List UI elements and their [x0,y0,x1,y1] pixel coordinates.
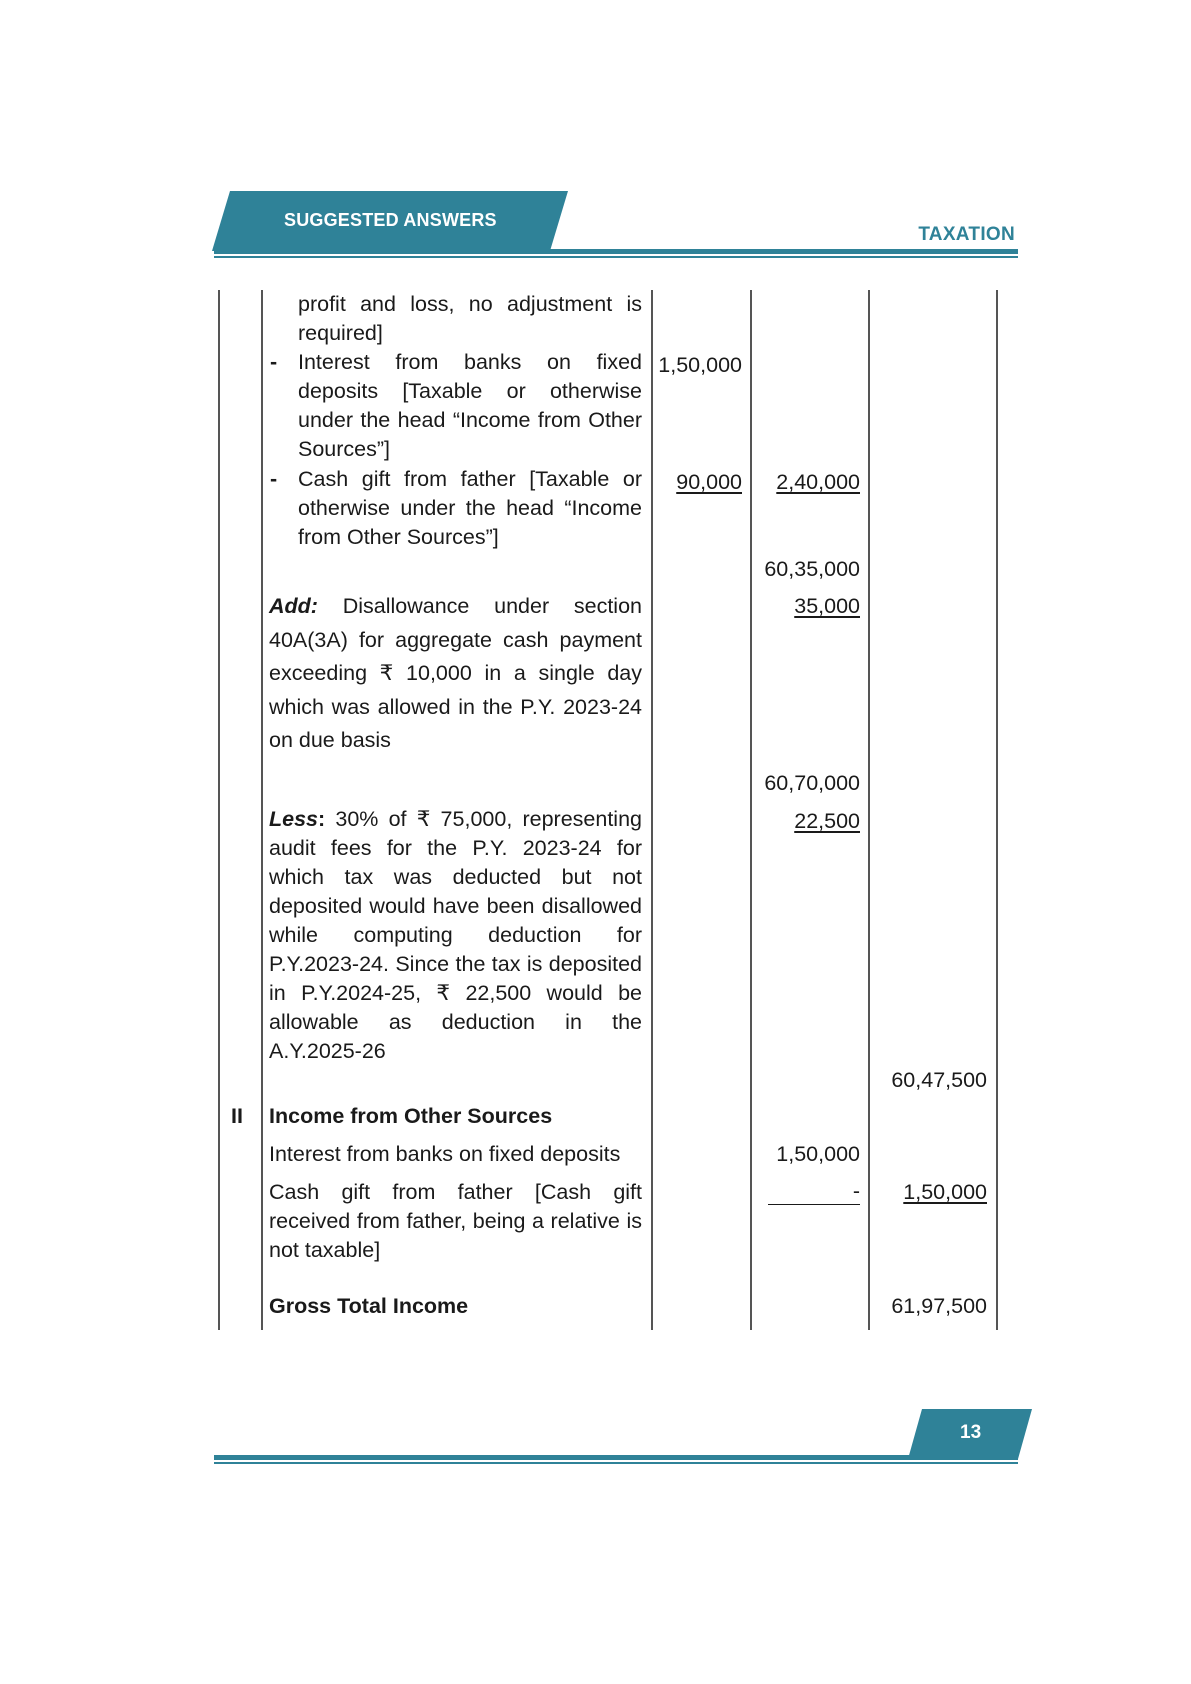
gross-total-label: Gross Total Income [269,1294,469,1318]
row-description: Cash gift from father [Taxable or otherwise under the head “Income from Other Sources”] [298,467,642,549]
bullet-marker: - [270,467,278,491]
amount-col2: 22,500 [794,809,860,833]
amount-col2: 2,40,000 [776,470,860,494]
gross-total-amount: 61,97,500 [891,1294,987,1318]
column-divider [750,290,752,1330]
row-description: Cash gift from father [Cash gift received from father, being a relative is not taxable] [269,1180,642,1262]
amount-col2-subtotal: 60,70,000 [764,771,860,795]
amount-col2: 35,000 [794,594,860,618]
page-number: 13 [960,1422,982,1443]
table-border-right [996,290,998,1330]
amount-col1: 1,50,000 [658,353,742,377]
row-description [269,805,642,1066]
amount-col2: - [768,1178,860,1205]
less-label: Less [269,807,319,831]
section-number: II [231,1104,243,1128]
row-description: Interest from banks on fixed deposits [Taxable or otherwise under the head “Income from Other Sources”] [298,350,642,461]
header-rule-thin [214,256,1018,258]
header-section-tab [212,191,568,251]
row-description [269,590,642,758]
footer-rule-thin [214,1462,1018,1464]
computation-table [218,290,998,1330]
footer-rule [214,1455,1018,1460]
less-description: 30% of ₹ 75,000, representing audit fees for the P.Y. 2023-24 for which tax was deducted but not deposited would have been disallowed while computing deduction for P.Y.2023-24. Since the tax is deposited in P.Y.2024-25, ₹ 22,500 would be allowable as deduction in the A.Y.2025-26 [269,807,642,1063]
row-description: Interest from banks on fixed deposits [269,1142,621,1166]
add-description: Disallowance under section 40A(3A) for aggregate cash payment exceeding ₹ 10,000 in a single day which was allowed in the P.Y. 2023-24 on due basis [269,594,642,752]
table-border-left [218,290,220,1330]
section-heading: Income from Other Sources [269,1104,553,1128]
header-left-label: SUGGESTED ANSWERS [284,210,497,230]
header-rule [214,249,1018,254]
page-number-tab [908,1409,1032,1459]
amount-col2-subtotal: 60,35,000 [764,557,860,581]
column-divider [868,290,870,1330]
column-divider [261,290,263,1330]
less-colon: : [318,807,326,831]
column-divider [651,290,653,1330]
amount-col3-total: 60,47,500 [891,1068,987,1092]
row-description: profit and loss, no adjustment is required] [298,292,642,345]
bullet-marker: - [270,350,278,374]
add-label: Add: [269,594,318,618]
header-subject-label: TAXATION [918,224,1015,245]
amount-col2: 1,50,000 [776,1142,860,1166]
amount-col1: 90,000 [676,470,742,494]
amount-col3: 1,50,000 [903,1180,987,1204]
